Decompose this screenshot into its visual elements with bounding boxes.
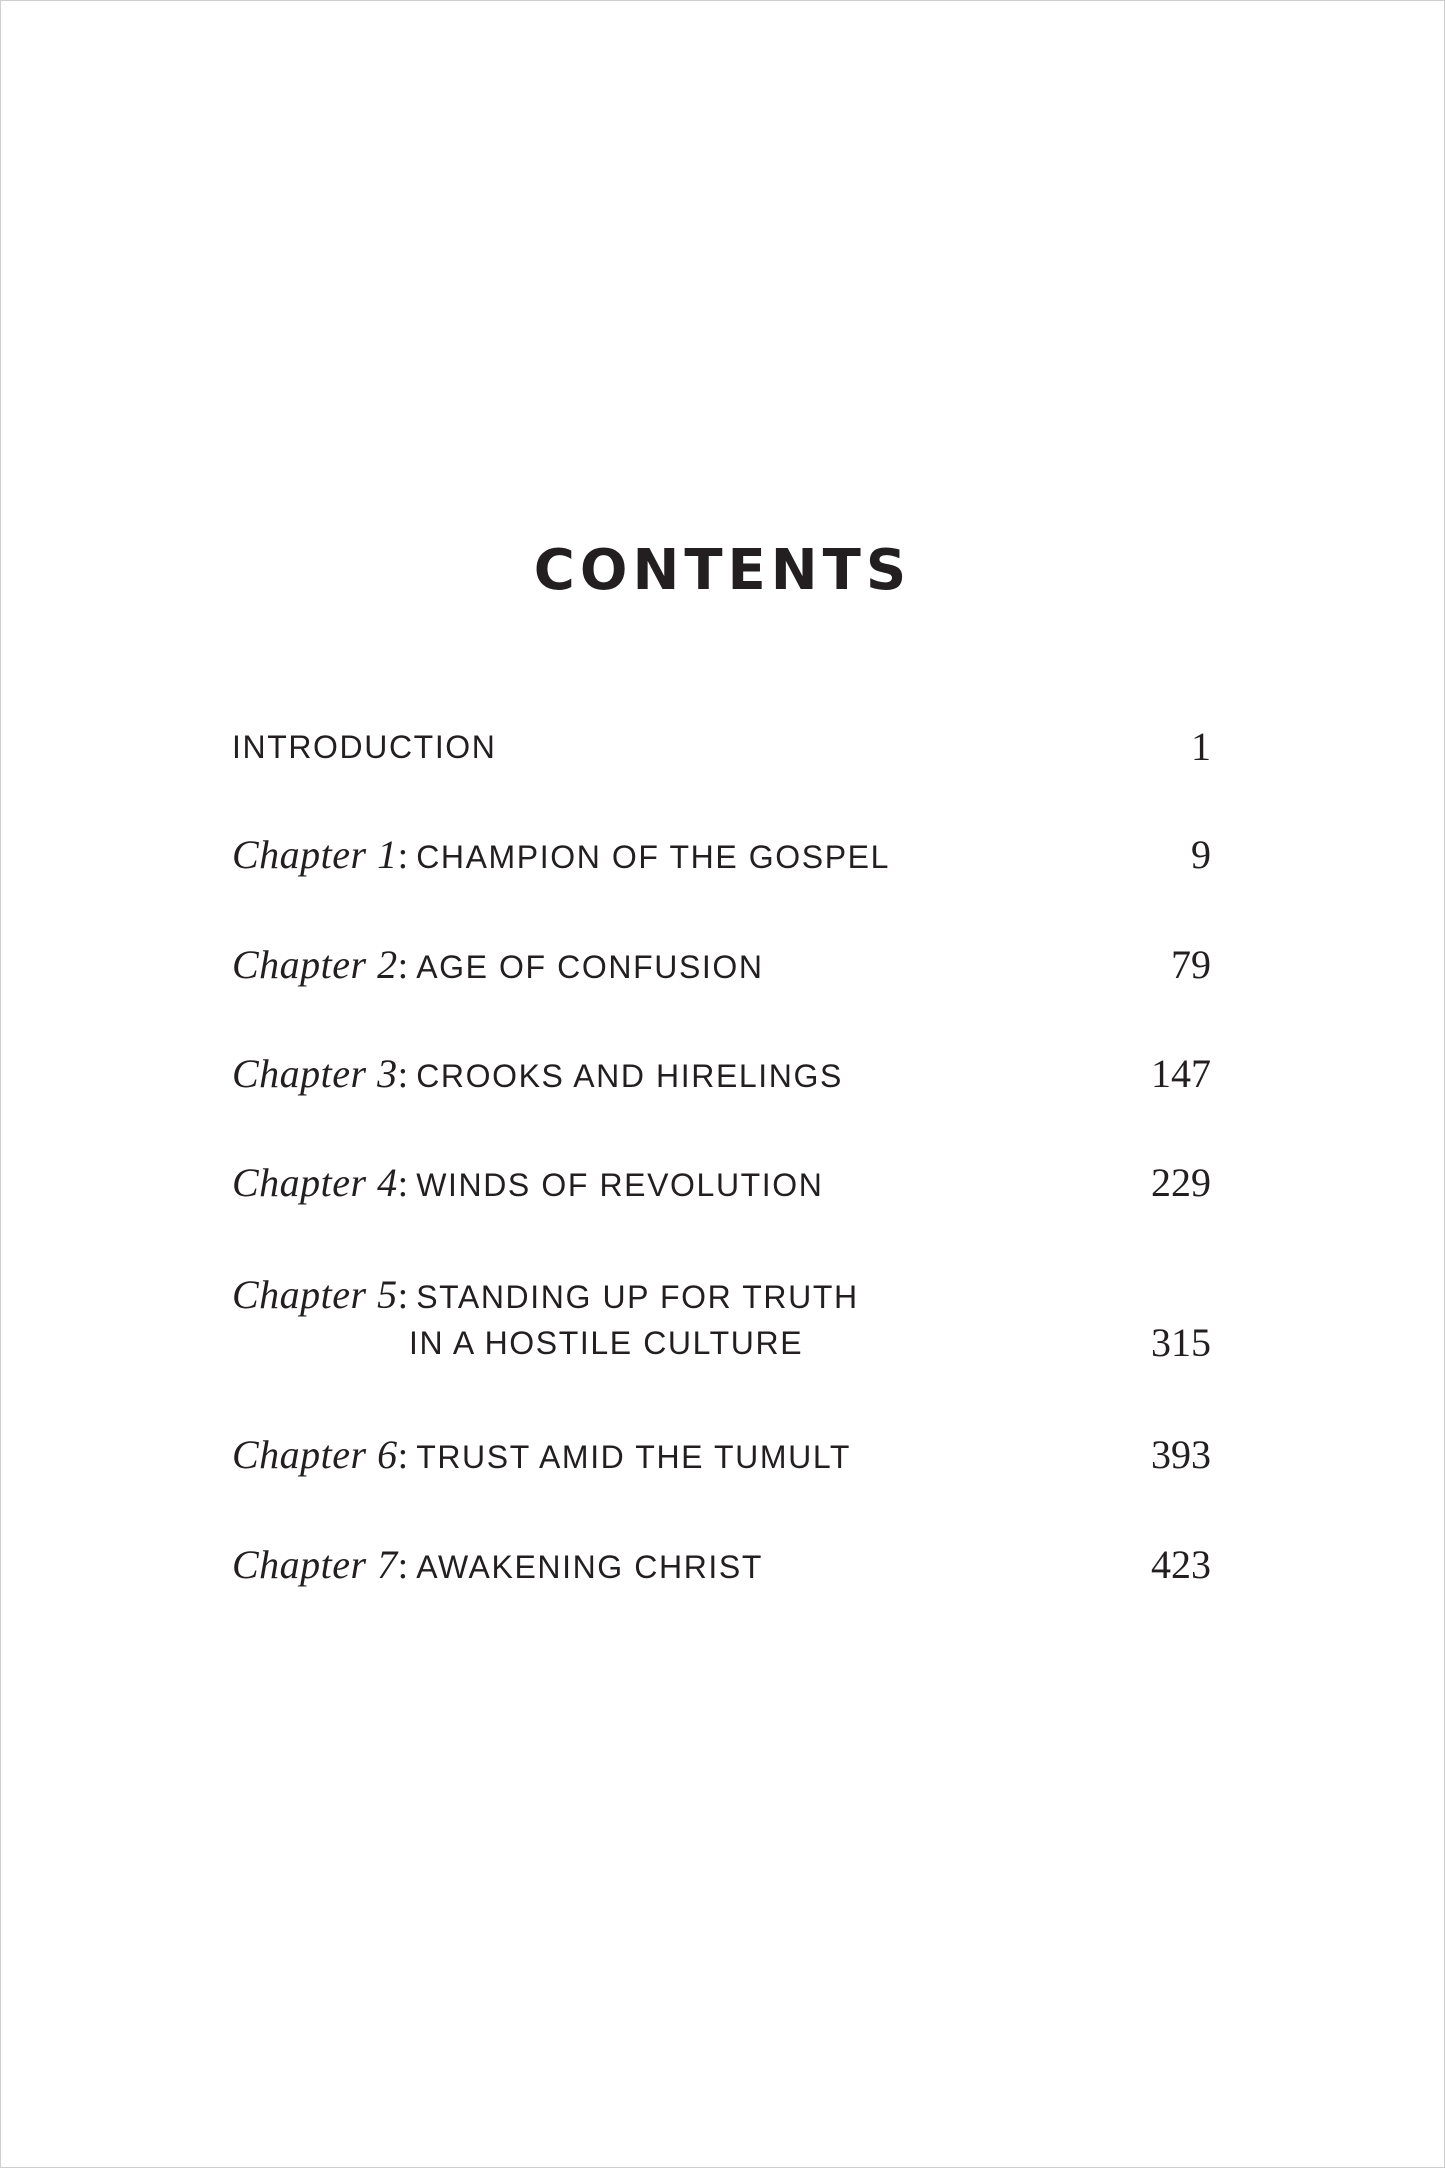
toc-entry-introduction[interactable]	[232, 723, 1211, 793]
chapter-separator: :	[397, 1545, 409, 1587]
chapter-separator: :	[397, 835, 409, 877]
chapter-label: Chapter 3	[232, 1051, 398, 1096]
chapter-label: Chapter 7	[232, 1542, 398, 1587]
toc-page-number: 315	[1151, 1320, 1211, 1365]
chapter-title: WINDS OF REVOLUTION	[416, 1167, 824, 1203]
chapter-title: TRUST AMID THE TUMULT	[416, 1439, 852, 1475]
toc-entry-title: INTRODUCTION	[232, 729, 497, 765]
toc-entry-chapter-4[interactable]	[232, 1159, 1211, 1229]
toc-page-number: 79	[1171, 942, 1211, 987]
chapter-separator: :	[397, 1163, 409, 1205]
chapter-label: Chapter 4	[232, 1160, 398, 1205]
toc-entry-chapter-3[interactable]	[232, 1050, 1211, 1120]
chapter-separator: :	[397, 945, 409, 987]
toc-entry-chapter-1[interactable]	[232, 831, 1211, 901]
chapter-label: Chapter 5	[232, 1272, 398, 1317]
chapter-separator: :	[397, 1435, 409, 1477]
chapter-title-line-2: IN A HOSTILE CULTURE	[409, 1325, 804, 1361]
toc-entry-chapter-6[interactable]	[232, 1431, 1211, 1501]
chapter-separator: :	[397, 1275, 409, 1317]
chapter-title: CROOKS AND HIRELINGS	[416, 1058, 843, 1094]
chapter-title: CHAMPION OF THE GOSPEL	[416, 839, 890, 875]
toc-entry-chapter-2[interactable]	[232, 941, 1211, 1011]
chapter-title-line-1: STANDING UP FOR TRUTH	[416, 1279, 859, 1315]
chapter-label: Chapter 6	[232, 1432, 398, 1477]
toc-page-number: 423	[1151, 1542, 1211, 1587]
chapter-title: AWAKENING CHRIST	[416, 1549, 763, 1585]
toc-page-number: 393	[1151, 1432, 1211, 1477]
page-title: CONTENTS	[533, 538, 912, 603]
chapter-label: Chapter 1	[232, 832, 398, 877]
chapter-separator: :	[397, 1054, 409, 1096]
toc-entry-chapter-7[interactable]	[232, 1541, 1211, 1611]
toc-page-number: 1	[1191, 724, 1211, 769]
toc-page-number: 147	[1151, 1051, 1211, 1096]
chapter-label: Chapter 2	[232, 942, 398, 987]
toc-entry-chapter-5[interactable]	[232, 1271, 1211, 1401]
toc-page-number: 9	[1191, 832, 1211, 877]
toc-page-number: 229	[1151, 1160, 1211, 1205]
chapter-title: AGE OF CONFUSION	[416, 949, 764, 985]
